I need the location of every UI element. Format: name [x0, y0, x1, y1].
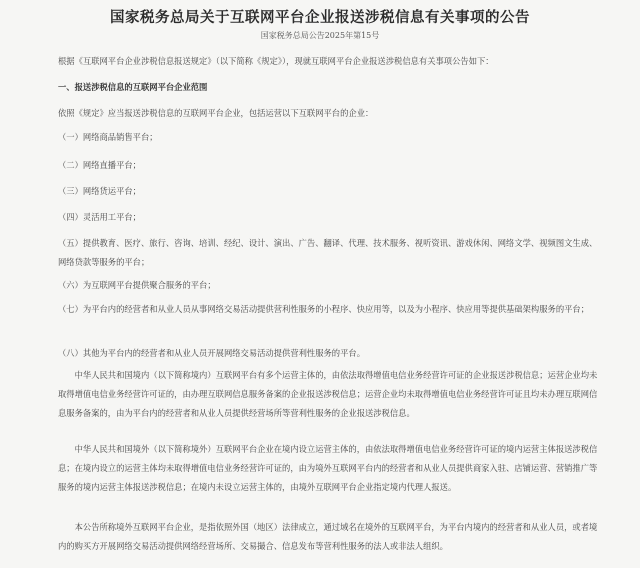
list-item: （三）网络货运平台； — [58, 186, 141, 196]
list-item: （七）为平台内的经营者和从业人员从事网络交易活动提供营利性服务的小程序、快应用等，以及为小程序、快应用等提供基础架构服务的平台； — [58, 304, 590, 314]
list-item: （五）提供教育、医疗、旅行、咨询、培训、经纪、设计、演出、广告、翻译、代理、技术服务、视听资讯、游戏休闲、网络文学、视频图文生成、网络贷款等服务的平台； — [58, 238, 598, 267]
list-item: （一）网络商品销售平台； — [58, 132, 158, 142]
body-paragraph: 本公告所称境外互联网平台企业，是指依照外国（地区）法律成立，通过域名在境外的互联网平台，为平台内境内的经营者和从业人员，或者境内的购买方开展网络交易活动提供网络经营场所、交易撮合、信息发布等营利性服务的法人或非法人组织。 — [58, 522, 598, 551]
section-heading: 一、报送涉税信息的互联网平台企业范围 — [58, 82, 208, 92]
intro-paragraph: 根据《互联网平台企业涉税信息报送规定》（以下简称《规定》），现就互联网平台企业报送涉税信息有关事项公告如下： — [58, 56, 494, 66]
body-paragraph: 中华人民共和国境内（以下简称境内）互联网平台有多个运营主体的，由依法取得增值电信业务经营许可证的企业报送涉税信息；运营企业均未取得增值电信业务经营许可证的，由办理互联网信息服务备案的企业报送涉税信息；运营企业均未取得增值电信业务经营许可证且均未办理互联网信息服务备案的，由为平台内的经营者和从业人员提供经营场所等营利性服务的企业报送涉税信息。 — [58, 370, 598, 418]
section-intro: 依照《规定》应当报送涉税信息的互联网平台企业，包括运营以下互联网平台的企业： — [58, 108, 374, 118]
document-title: 国家税务总局关于互联网平台企业报送涉税信息有关事项的公告 — [110, 9, 530, 26]
body-paragraph: 中华人民共和国境外（以下简称境外）互联网平台企业在境内设立运营主体的，由依法取得增值电信业务经营许可证的境内运营主体报送涉税信息；在境内设立的运营主体均未取得增值电信业务经营许可证的，由为境外互联网平台内的经营者和从业人员提供商家入驻、店铺运营、营销推广等服务的境内运营主体报送涉税信息；在境内未设立运营主体的，由境外互联网平台企业指定境内代理人报送。 — [58, 444, 598, 492]
list-item: （八）其他为平台内的经营者和从业人员开展网络交易活动提供营利性服务的平台。 — [58, 348, 365, 358]
list-item: （四）灵活用工平台； — [58, 212, 141, 222]
list-item: （二）网络直播平台； — [58, 160, 141, 170]
list-item: （六）为互联网平台提供聚合服务的平台； — [58, 280, 216, 290]
document-number: 国家税务总局公告2025年第15号 — [260, 31, 380, 40]
